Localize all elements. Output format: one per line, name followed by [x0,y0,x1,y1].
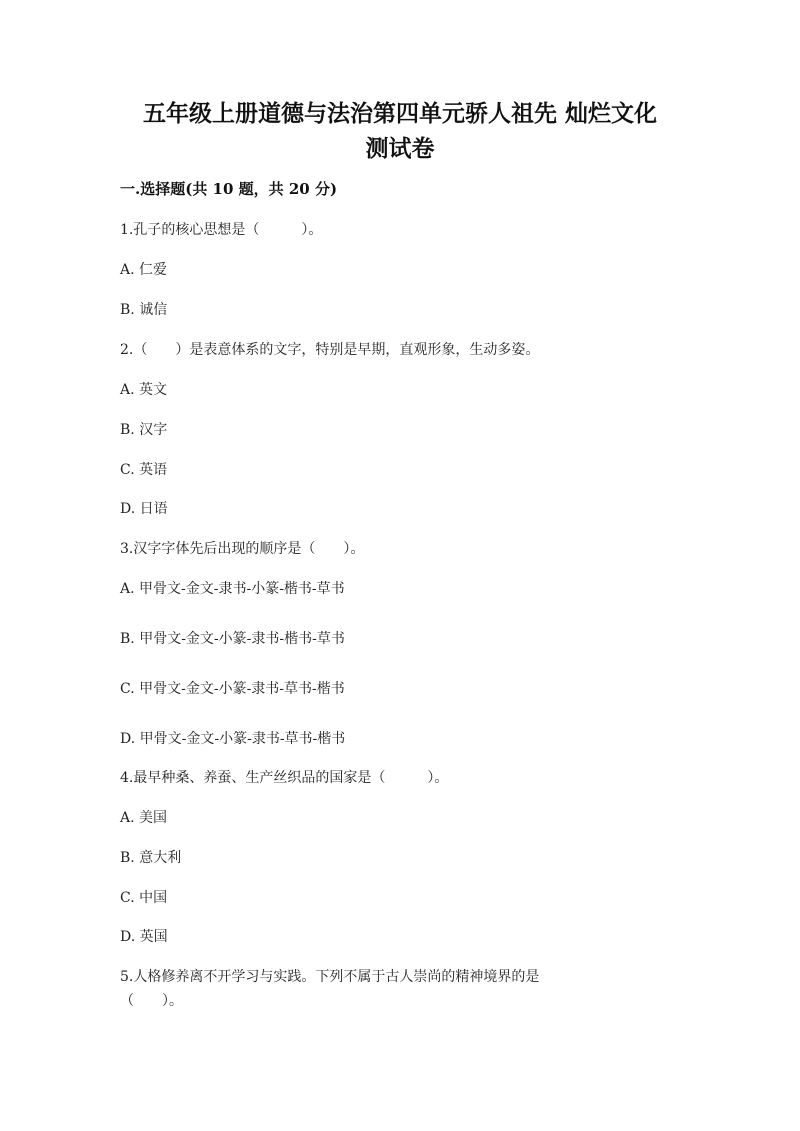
question-1-option-a: A. 仁爱 [120,262,168,278]
question-5-stem: 5.人格修养离不开学习与实践。下列不属于古人崇尚的精神境界的是 [120,969,540,985]
question-2-stem: 2.（ ）是表意体系的文字，特别是早期，直观形象，生动多姿。 [120,342,540,358]
question-4-stem: 4.最早种桑、养蚕、生产丝织品的国家是（ ）。 [120,770,449,786]
question-2-option-a: A. 英文 [120,382,168,398]
question-3-option-c: C. 甲骨文-金文-小篆-隶书-草书-楷书 [120,681,345,697]
question-4-option-d: D. 英国 [120,929,168,945]
question-3-option-b: B. 甲骨文-金文-小篆-隶书-楷书-草书 [120,631,345,647]
section-heading: 一.选择题(共 10 题，共 20 分) [120,180,338,198]
question-4-option-c: C. 中国 [120,890,168,906]
exam-title-line-2: 测试卷 [365,135,435,162]
question-4-option-b: B. 意大利 [120,850,182,866]
question-2-option-d: D. 日语 [120,501,168,517]
question-1-option-b: B. 诚信 [120,302,168,318]
exam-title-line-1: 五年级上册道德与法治第四单元骄人祖先 灿烂文化 [142,100,657,127]
question-2-option-b: B. 汉字 [120,422,168,438]
question-1-stem: 1.孔子的核心思想是（ ）。 [120,222,323,238]
question-4-option-a: A. 美国 [120,810,168,826]
question-3-option-a: A. 甲骨文-金文-隶书-小篆-楷书-草书 [120,581,345,597]
question-5-stem-continued: （ ）。 [120,993,183,1009]
question-2-option-c: C. 英语 [120,462,168,478]
question-3-option-d: D. 甲骨文-金文-小篆-隶书-草书-楷书 [120,731,346,747]
question-3-stem: 3.汉字字体先后出现的顺序是（ ）。 [120,541,365,557]
